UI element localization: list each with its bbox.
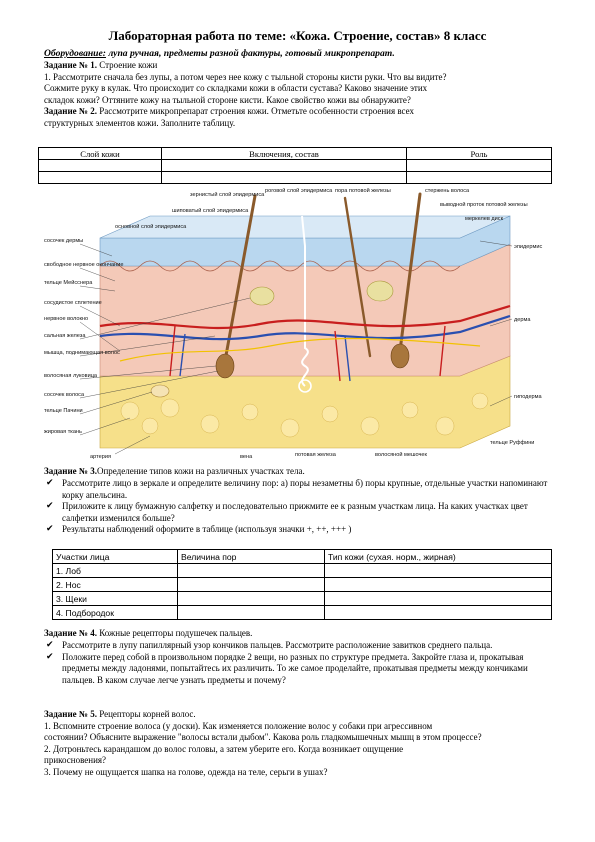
task1-line: 1. Рассмотрите сначала без лупы, а потом через нее кожу с тыльной стороны кисти руки. Что вы видите? [44,71,447,82]
table-cell[interactable] [407,172,552,184]
table-header: Величина пор [178,550,325,564]
figure-label: гиподерма [514,394,542,400]
task3-heading-text: Определение типов кожи на различных участках тела. [96,466,305,476]
figure-label: шиповатый слой эпидермиса [172,208,249,214]
table-cell[interactable] [162,160,407,172]
table-cell: 3. Щеки [53,592,178,606]
table-cell[interactable] [178,592,325,606]
task1-heading-text: Строение кожи [96,60,158,70]
table-cell[interactable] [39,172,162,184]
list-item-text: Результаты наблюдений оформите в таблице (используя значки +, ++, +++ ) [62,524,352,535]
list-item [44,652,559,687]
task5-line: состоянии? Объясните выражение "волосы встали дыбом". Какова роль гладкомышечных мышц в этом процессе? [44,732,482,743]
figure-labels-bottom [240,451,427,460]
figure-label: нервное волокно [44,316,89,322]
task1-line: складок кожи? Оттяните кожу на тыльной стороне кисти. Какое свойство кожи вы обнаружите? [44,94,411,105]
list-item [44,640,559,652]
figure-label: сосудистое сплетение [44,300,102,306]
task2-heading: Задание № 2. [44,106,97,117]
skin-layers-table [38,147,552,184]
table-cell[interactable] [178,578,325,592]
task3-heading-line [44,466,564,478]
table-row [53,606,552,620]
table-cell[interactable] [325,592,552,606]
equipment-label: Оборудование: [44,48,106,59]
list-item [44,524,559,536]
task1-heading-line [44,60,564,72]
equipment-line [44,48,564,59]
skin-block-illustration [100,194,510,448]
figure-label: роговой слой эпидермиса [265,188,333,194]
task5-heading-line [44,709,564,721]
list-item [44,501,559,524]
figure-label: стержень волоса [425,188,470,194]
figure-label: основной слой эпидермиса [115,224,187,230]
table-cell[interactable] [162,172,407,184]
task5-heading: Задание № 5. [44,709,97,719]
figure-label: сальная железа [44,333,86,339]
page-title: Лабораторная работа по теме: «Кожа. Строение, состав» 8 класс [108,28,487,43]
list-item-text: Рассмотрите в лупу папиллярный узор кончиков пальцев. Рассмотрите расположение завитков среднего пальца. [62,640,493,650]
task5-line: 1. Вспомните строение волоса (у доски). Как изменяется положение волос у собаки при агрессивном [44,720,433,731]
table-cell[interactable] [325,578,552,592]
table-cell: 1. Лоб [53,564,178,578]
task2-heading-text: Рассмотрите микропрепарат строения кожи. Отметьте особенности строения всех [96,106,415,117]
table-header: Роль [407,148,552,160]
table-row [53,578,552,592]
figure-label: сосочек дермы [44,238,84,244]
task2-line: структурных элементов кожи. Заполните таблицу. [44,117,236,128]
figure-label: пора потовой железы [335,188,391,194]
task4-checklist [44,640,559,686]
table-cell[interactable] [325,606,552,620]
table-header: Включения, состав [162,148,407,160]
task3-heading: Задание № 3. [44,466,97,476]
equipment-text: лупа ручная, предметы разной фактуры, готовый микропрепарат. [105,48,395,59]
task4-heading: Задание № 4. [44,628,97,638]
skin-type-table [52,549,552,620]
figure-label: свободное нервное окончание [44,262,124,268]
figure-label: артерия [90,454,111,460]
task1-block [44,60,564,130]
list-item-text: Приложите к лицу бумажную салфетку и последовательно прижмите ее к разным участкам лица. На каких участках цвет салфетки изменился больше? [62,501,528,523]
figure-label: мышца, поднимающая волос [44,350,120,356]
task3-checklist [44,478,559,536]
table-cell[interactable] [39,160,162,172]
task5-line: прикосновения? [44,755,107,766]
skin-structure-figure [40,186,554,462]
table-header: Участки лица [53,550,178,564]
checkmark-icon: ✔ [46,524,54,535]
figure-label: эпидермис [514,244,543,250]
table-cell[interactable] [407,160,552,172]
figure-label: жировая ткань [44,429,82,435]
table-row [39,160,552,172]
table-cell[interactable] [178,564,325,578]
checkmark-icon: ✔ [46,651,54,662]
figure-label: волосяная луковица [44,373,98,379]
task5-line: 3. Почему не ощущается шапка на голове, одежда на теле, серьги в ушах? [44,766,328,777]
task4-heading-text: Кожные рецепторы подушечек пальцев. [96,628,253,638]
checkmark-icon: ✔ [46,501,54,512]
figure-label: меркелев диск [465,216,504,222]
figure-label: волосяной мешочек [375,452,427,458]
task1-heading: Задание № 1. [44,60,97,70]
table-header: Слой кожи [39,148,162,160]
table-header: Тип кожи (сухая. норм., жирная) [325,550,552,564]
figure-label: зернистый слой эпидермиса [190,192,265,198]
table-row [39,172,552,184]
task5-line: 2. Дотроньтесь карандашом до волос головы, а затем уберите его. Когда возникает ощущение [44,743,404,754]
task1-line: Сожмите руку в кулак. Что происходит со складками кожи в области сустава? Каково значение этих [44,83,428,94]
list-item-text: Положите перед собой в произвольном порядке 2 вещи, но разных по структуре предмета. Закройте глаза и, прокатывая предметы между ладонями, попытайтесь их различить. То же самое проделайте, прокатывая предметы между кончиками пальцев. В каком случае легче узнать предметы и почему? [62,651,528,685]
figure-label: сосочек волоса [44,392,85,398]
figure-label: тельце Пачини [44,408,83,414]
table-header-row [53,550,552,564]
figure-label: потовая железа [295,452,336,458]
checkmark-icon: ✔ [46,640,54,650]
table-cell[interactable] [178,606,325,620]
figure-label: выводной проток потовой железы [440,202,528,208]
list-item [44,478,559,501]
figure-label: дерма [514,317,531,323]
checkmark-icon: ✔ [46,478,54,488]
task5-heading-text: Рецепторы корней волос. [96,709,196,719]
figure-label: вена [240,454,253,460]
figure-label: тельце Руффини [490,440,535,446]
table-row [53,592,552,606]
table-cell[interactable] [325,564,552,578]
table-header-row [39,148,552,160]
table-cell: 4. Подбородок [53,606,178,620]
task2-heading-line [44,106,564,118]
list-item-text: Рассмотрите лицо в зеркале и определите величину пор: а) поры незаметны б) поры крупные, отдельные участки напоминают корку апельсина. [62,478,548,500]
figure-label: тельце Мейсснера [44,280,93,286]
table-cell: 2. Нос [53,578,178,592]
task4-heading-line [44,628,564,640]
task5-block [44,709,564,779]
table-row [53,564,552,578]
